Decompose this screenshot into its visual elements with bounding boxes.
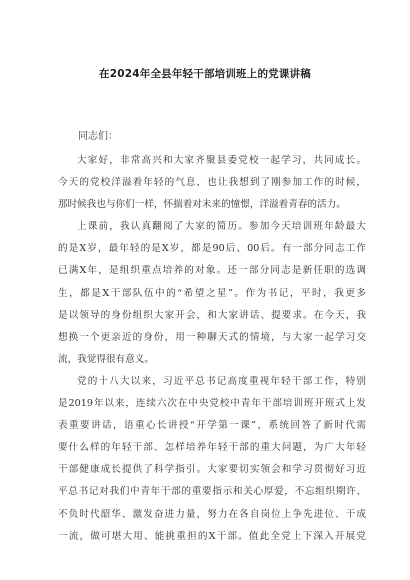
- text-line: 大家好，非常高兴和大家齐聚县委党校一起学习，共同成长。: [77, 155, 366, 166]
- text-line: 生，都是X干部队伍中的“希望之星”。作为书记，平时，我更多: [58, 287, 366, 299]
- text-line: 上课前，我认真翻阅了大家的简历。参加今天培训班年龄最大: [77, 221, 366, 233]
- text-line: 已满X年，是组织重点培养的对象。还一部分同志是新任职的选调: [58, 265, 366, 277]
- text-line: 那时候我也与你们一样，怀揣着对未来的憧憬，洋溢着青春的活力。: [58, 199, 346, 211]
- text-line: 一流，做可堪大用、能挑重担的X干部。值此全党上下深入开展党: [58, 530, 366, 542]
- body-text: [58, 150, 366, 548]
- text-line: 的是X岁，最年轻的是X岁，都是90后、00后。有一部分同志工作: [58, 243, 366, 255]
- salutation: 同志们：: [78, 131, 118, 142]
- text-line: 平总书记对我们中青年干部的重要指示和关心厚爱，不忘组织期许、: [58, 486, 366, 498]
- text-line: 今天的党校洋溢着年轻的气息，也让我想到了刚参加工作的时候，: [58, 177, 366, 189]
- text-line: 不负时代韶华、激发奋进力量，努力在各自岗位上争先进位、干成: [58, 508, 366, 520]
- text-line: 干部健康成长提供了科学指引。大家要切实领会和学习贯彻好习近: [58, 464, 366, 476]
- text-line: 要什么样的年轻干部、怎样培养年轻干部的重大问题，为广大年轻: [58, 442, 366, 454]
- text-line: 想换一个更亲近的身份，用一种聊天式的情境，与大家一起学习交: [58, 331, 366, 343]
- text-line: 是2019年以来，连续六次在中央党校中青年干部培训班开班式上发: [58, 398, 366, 410]
- text-line: 党的十八大以来，习近平总书记高度重视年轻干部工作，特别: [77, 375, 366, 387]
- document-title: 在2024年全县年轻干部培训班上的党课讲稿: [99, 68, 311, 80]
- text-line: 表重要讲话，语重心长讲授“开学第一课”，系统回答了新时代需: [58, 420, 366, 432]
- text-line: 是以领导的身份组织大家开会，和大家讲话、提要求。在今天，我: [58, 309, 366, 321]
- text-line: 流，我觉得很有意义。: [58, 353, 154, 365]
